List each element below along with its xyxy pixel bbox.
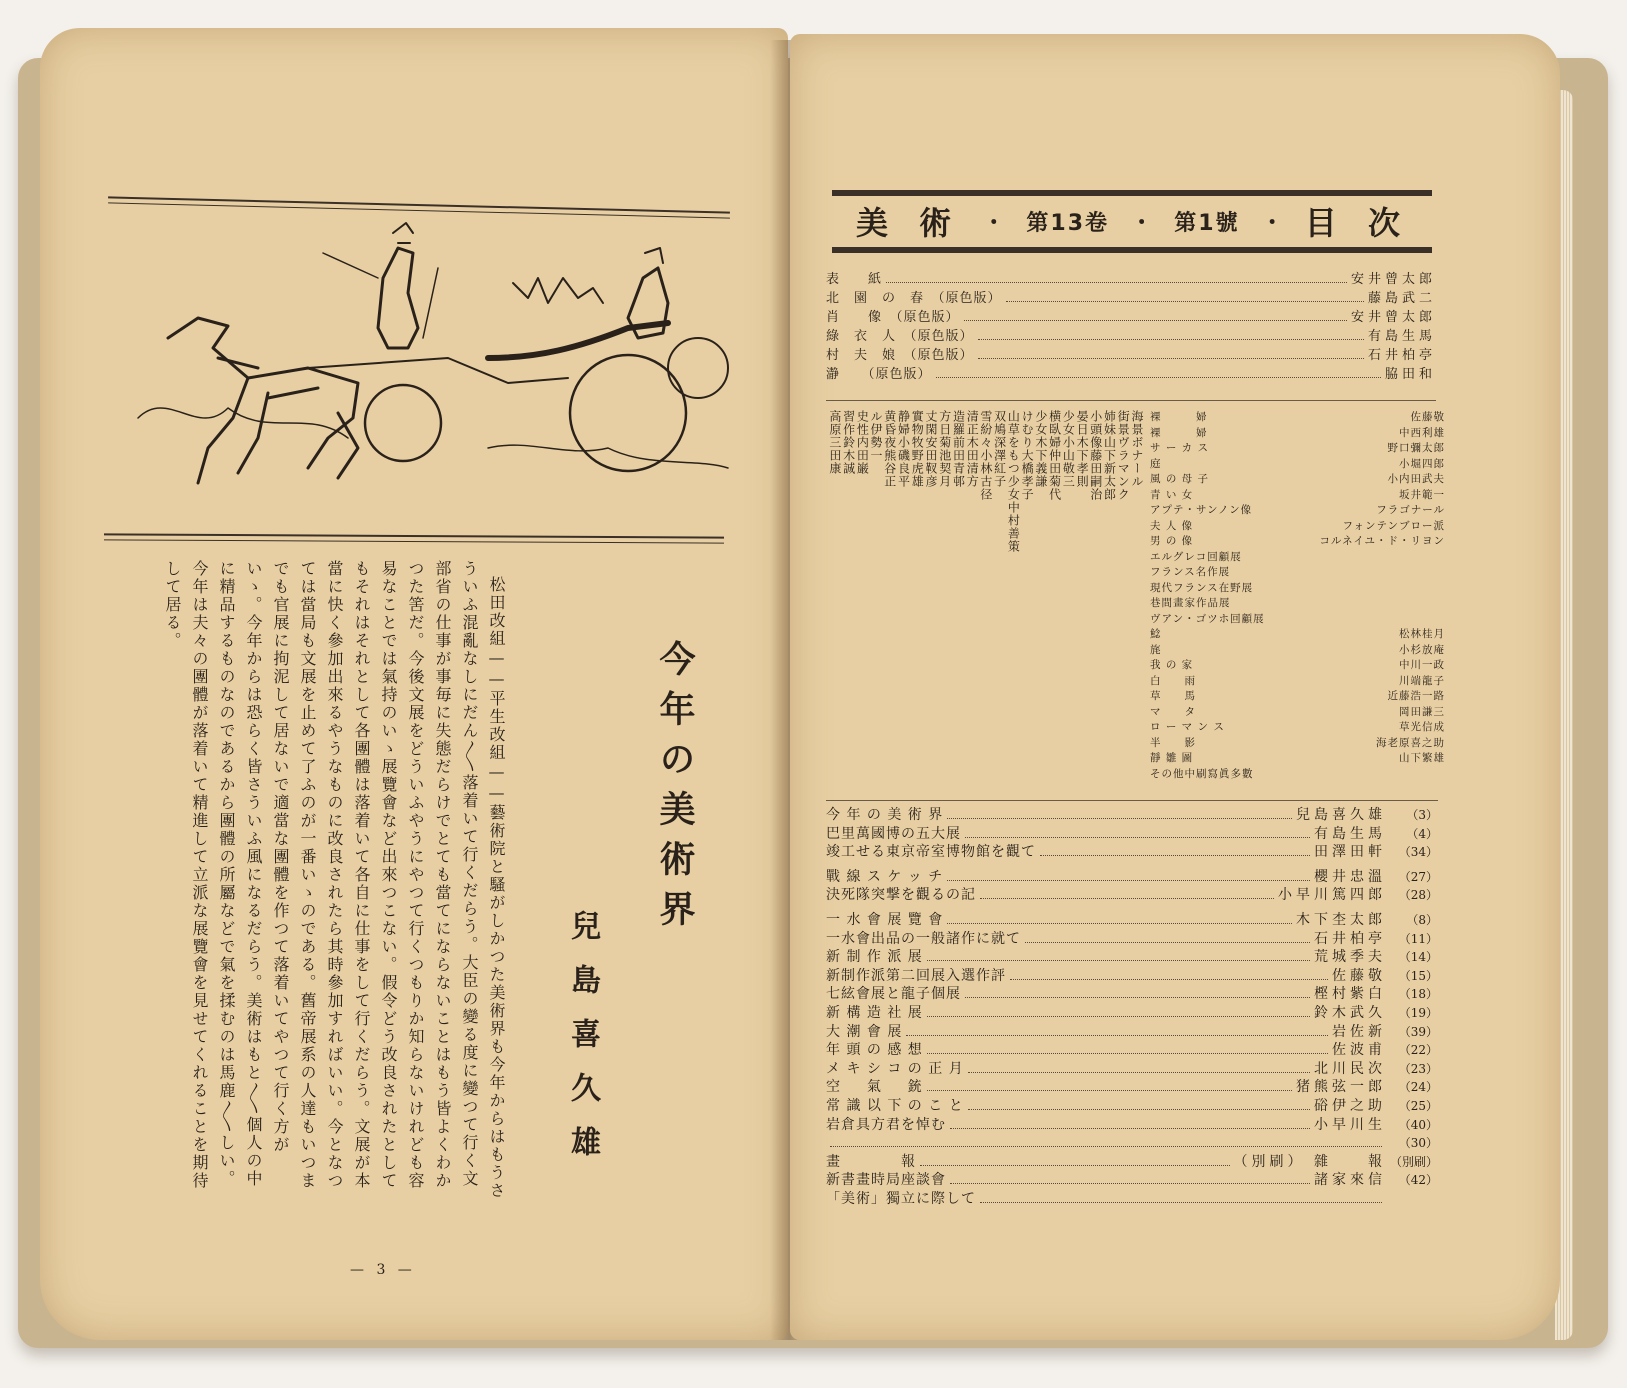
list-item: ヴアン・ゴツホ回顧展: [1150, 612, 1265, 625]
list-item: 裸 婦 佐藤敬: [1150, 411, 1445, 423]
page-number: — 3 —: [350, 1262, 416, 1278]
plate-column: 街景ヴラマンク: [1116, 410, 1131, 501]
list-item: 庭 小堀四郎: [1150, 457, 1445, 470]
plate-column: 姉妹山下新太郎: [1102, 410, 1117, 501]
plate-column: 史性内田巌: [855, 410, 870, 475]
list-item: マ タ 岡田謙三: [1150, 705, 1445, 718]
toc-entry: 常 識 以 下 の こ と 硲伊之助 （25）: [826, 1097, 1438, 1114]
list-item: 瀞 （原色版） 脇田和: [826, 367, 1436, 382]
plate-column: けむり大橋孝子: [1020, 410, 1035, 501]
toc-entry: 一水會出品の一般諸作に就て 石井柏亭 （11）: [826, 930, 1438, 947]
list-item: 現代フランス在野展: [1150, 581, 1254, 594]
list-item: 白 雨 川端龍子: [1150, 674, 1445, 687]
toc-entry: 新制作派第二回展入選作評 佐藤敬 （15）: [826, 967, 1438, 984]
list-item: 青 い 女 坂井範一: [1150, 488, 1445, 501]
list-item: 靜 雛 圖 山下繁雄: [1150, 752, 1445, 764]
section-rule: [826, 400, 1436, 401]
plate-column: ル伊勢一: [869, 410, 884, 462]
plate-column: 少女小山敬三: [1061, 410, 1076, 488]
masthead-separator: ・: [1261, 210, 1284, 236]
article-title: 今年の美術界: [654, 640, 696, 940]
plate-column: 丈閑安田靫彦: [924, 410, 938, 488]
list-item: 鯰 松林桂月: [1150, 628, 1445, 640]
plates-list-right: [1150, 410, 1445, 782]
masthead: [834, 200, 1432, 242]
list-item: 我 の 家 中川一政: [1150, 659, 1445, 671]
list-item: 表 紙 安井曾太郎: [826, 272, 1436, 287]
plate-column: 黄昏夜熊谷正: [883, 410, 897, 488]
list-item: 風 の 母 子 小内田武夫: [1150, 473, 1445, 485]
toc-entry: 畫 報 （別刷） 雜 報 （別刷）: [826, 1153, 1438, 1170]
volume-number: 第13卷: [1026, 210, 1110, 236]
list-item: その他中刷寫眞多數: [1150, 767, 1254, 780]
plate-column: 高原三田康: [828, 410, 842, 475]
plate-column: 山草をもつ少女中村善策: [1006, 410, 1021, 553]
masthead-rule-top: [832, 190, 1432, 196]
toc-entry: 一 水 會 展 覽 會 木下杢太郎 （8）: [826, 911, 1438, 928]
plate-column: 清正木田清方: [965, 410, 980, 488]
toc-entry: 戰 線 ス ケ ッ チ 櫻井忠溫 （27）: [826, 868, 1438, 885]
toc-entry: （30）: [826, 1134, 1438, 1153]
plate-columns: [828, 410, 1144, 800]
list-item: アプテ・サンノン像 フラゴナール: [1150, 504, 1445, 516]
plate-column: 習作鈴木誠: [841, 410, 856, 475]
masthead-separator: ・: [982, 210, 1005, 236]
plate-column: 小頭像藤田嗣治: [1089, 410, 1103, 501]
list-item: 肖 像 （原色版） 安井曾太郎: [826, 310, 1436, 325]
toc-entry: 岩倉具方君を悼む 小早川生 （40）: [826, 1116, 1438, 1133]
issue-number: 第1號: [1174, 210, 1240, 236]
article-paragraph: 松田改組——平生改組——藝術院と騷がしかつた美術界も今年からはもうさういふ混亂なしにだん〳〵落着いて行くだらう。大臣の變る度に變つて行く文部省の仕事が事毎に失態だらけでとても當てにならないことはもう皆よくわかつた筈だ。今後文展をどういふやうにやつて行くつもりか知らないけれども容易なことでは氣持のいゝ展覽會など出來つこない。假令どう改良されたとしてもそれはそれとして各團體は落着いて各自に仕事をして行くだらう。文展が本當に快く參加出來るやうなものに改良されたら其時參加すればいい。今となつては當局も文展を止めて了ふのが一番いゝのである。舊帝展系の人達もいつまでも官展に拘泥して居ないで適當な團體を作つて落着いてやつて行く方がいゝ。今年からは恐らく皆さういふ風になるだらう。美術はもと〳〵個人の中に精品するものなのであるから團體の所屬などで氣を揉むのは馬鹿〳〵しい。今年は夫々の團體が落着いて精進して立派な展覽會を見せてくれることを期待して居る。: [163, 560, 506, 1200]
list-item: 夫 人 像 フォンテンブロー派: [1150, 519, 1445, 532]
plate-column: 造羅前田青邨: [951, 410, 966, 488]
article-author: 兒島喜久雄: [565, 910, 600, 1180]
toc-entry: 決死隊突撃を觀るの記 小早川篤四郎 （28）: [826, 887, 1438, 904]
plate-column: 少女木下義謙: [1034, 410, 1048, 488]
plate-column: 雪紛々小林古径: [979, 410, 993, 501]
plate-column: 海景ボナール: [1130, 410, 1144, 488]
list-item: 村 夫 娘 （原色版） 石井柏亭: [826, 348, 1436, 363]
toc-entry: 今 年 の 美 術 界 兒島喜久雄 （3）: [826, 807, 1438, 823]
cover-plates-list: [826, 270, 1436, 384]
toc-entry: 新 構 造 社 展 鈴木武久 （19）: [826, 1004, 1438, 1021]
list-item: 旄 小杉放庵: [1150, 643, 1445, 656]
toc-entry: 空 氣 銃 猪熊弦一郎 （24）: [826, 1079, 1438, 1096]
list-item: 男 の 像 コルネイユ・ド・リヨン: [1150, 535, 1445, 547]
list-item: フランス名作展: [1150, 566, 1231, 578]
masthead-separator: ・: [1130, 210, 1153, 236]
plate-column: 方日菊池契月: [937, 410, 952, 488]
toc-entry: 「美術」獨立に際して: [826, 1190, 1438, 1209]
list-item: 北 園 の 春 （原色版） 藤島武二: [826, 291, 1436, 306]
list-item: 半 影 海老原喜之助: [1150, 736, 1445, 749]
toc-entry: 年 頭 の 感 想 佐波甫 （22）: [826, 1042, 1438, 1059]
list-item: エルグレコ回顧展: [1150, 550, 1242, 563]
plate-column: 横臥婦仲田菊代: [1047, 410, 1062, 501]
magazine-title: 美 術: [856, 204, 962, 242]
toc-entry: 巴里萬國博の五大展 有島生馬 （4）: [826, 825, 1438, 842]
list-item: 巷間畫家作品展: [1150, 597, 1231, 609]
toc-entry: 新 制 作 派 展 荒城季夫 （14）: [826, 949, 1438, 966]
plate-column: 静婦小磯良平: [896, 410, 911, 488]
articles-list: [826, 806, 1438, 1208]
toc-entry: 竣工せる東京帝室博物館を觀て 田澤田軒 （34）: [826, 844, 1438, 861]
list-item: 綠 衣 人 （原色版） 有島生馬: [826, 329, 1436, 344]
list-item: ロ ー マ ン ス 草光信成: [1150, 721, 1445, 733]
masthead-rule-bottom: [832, 247, 1432, 253]
toc-entry: メ キ シ コ の 正 月 北川民次 （23）: [826, 1060, 1438, 1077]
section-rule: [826, 800, 1438, 801]
toc-entry: 七絃會展と龍子個展 樫村紫白 （18）: [826, 986, 1438, 1003]
toc-entry: 大 潮 會 展 岩佐新 （39）: [826, 1023, 1438, 1040]
list-item: 草 馬 近藤浩一路: [1150, 690, 1445, 702]
plate-column: 双鳩深澤紅子: [992, 410, 1007, 488]
plate-column: 晏日木下孝則: [1075, 410, 1090, 488]
article-body: [150, 560, 510, 1200]
list-item: サ ー カ ス 野口彌太郎: [1150, 442, 1445, 454]
carriage-illustration: [108, 208, 748, 530]
toc-entry: 新書畫時局座談會 諸家來信 （42）: [826, 1172, 1438, 1189]
plate-column: 實物牧野虎雄: [910, 410, 925, 488]
list-item: 裸 婦 中西利雄: [1150, 426, 1445, 439]
contents-heading: 目 次: [1304, 204, 1410, 242]
